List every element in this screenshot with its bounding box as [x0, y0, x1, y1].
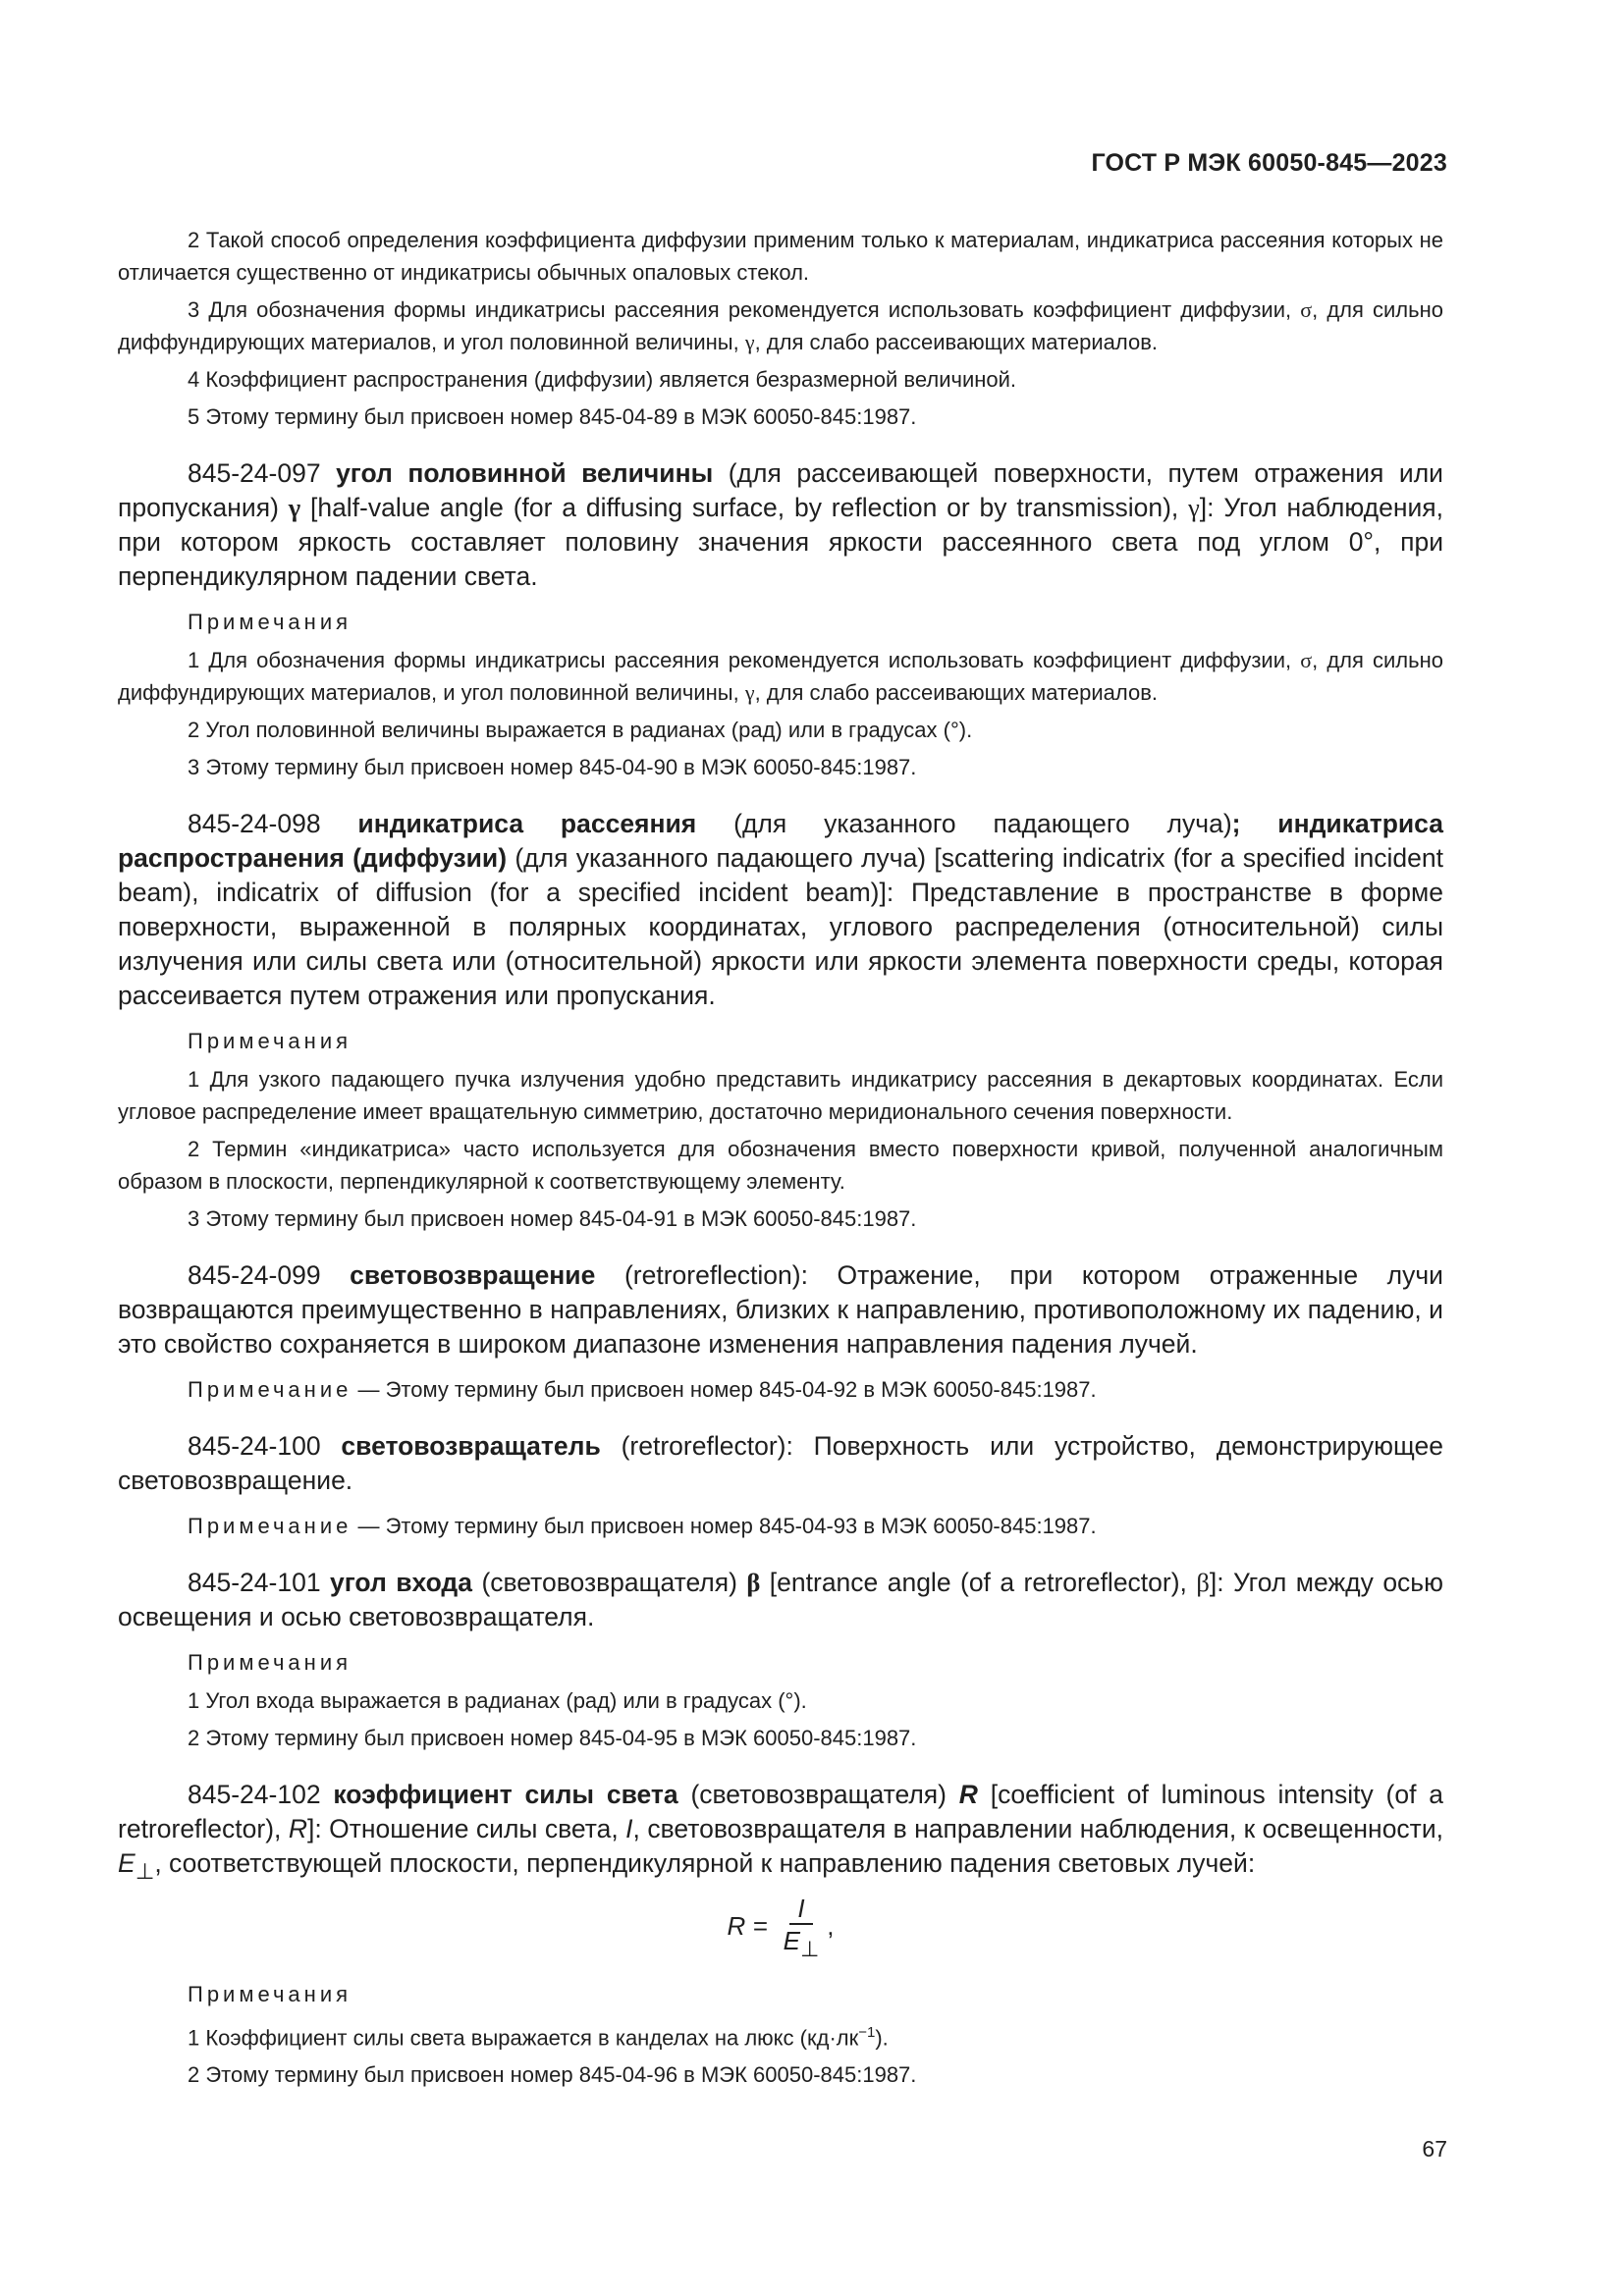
formula-denominator: E⊥	[783, 1926, 820, 1961]
term-entry-845-24-102: 845-24-102 коэффициент силы света (световозвращателя) R [coefficient of luminous intensity (of a retroreflector), R]: Отношение силы света, I, световозвращателя в направлении наблюдения, к освещенности, $E_\perp$, соответствующей плоскости, перпендикулярной к направлению падения световых лучей:	[118, 1780, 1444, 1884]
note-paragraph: 1 Для обозначения формы индикатрисы рассеяния рекомендуется использовать коэффициент диффузии, σ, для сильно диффундирующих материалов, и угол половинной величины, γ, для слабо рассеивающих материалов.	[118, 648, 1443, 705]
term-number: 845-24-098	[188, 809, 321, 838]
term-name: световозвращение	[350, 1260, 596, 1290]
term-entry-845-24-099: 845-24-099 световозвращение (retroreflection): Отражение, при котором отраженные лучи возвращаются преимущественно в направлениях, близких к направлению, противоположному их падению, и это свойство сохраняется в широком диапазоне изменения направления падения лучей.	[118, 1260, 1443, 1359]
term-number: 845-24-099	[188, 1260, 321, 1290]
note-paragraph: 3 Для обозначения формы индикатрисы рассеяния рекомендуется использовать коэффициент диффузии, σ, для сильно диффундирующих материалов, и угол половинной величины, γ, для слабо рассеивающих материалов.	[118, 297, 1443, 354]
term-entry-845-24-100: 845-24-100 световозвращатель (retroreflector): Поверхность или устройство, демонстрирующее световозвращение.	[118, 1431, 1443, 1495]
term-name: индикатриса рассеяния	[357, 809, 697, 838]
note-paragraph: Примечание — Этому термину был присвоен номер 845-04-93 в МЭК 60050-845:1987.	[188, 1514, 1097, 1538]
term-number: 845-24-102	[188, 1780, 321, 1809]
term-name: угол входа	[330, 1568, 472, 1597]
note-paragraph: 2 Такой способ определения коэффициента диффузии применим только к материалам, индикатриса рассеяния которых не отличается существенно от индикатрисы обычных опаловых стекол.	[118, 228, 1443, 285]
note-paragraph: 4 Коэффициент распространения (диффузии) является безразмерной величиной.	[188, 367, 1017, 392]
term-number: 845-24-101	[188, 1568, 321, 1597]
page-number: 67	[1422, 2136, 1447, 2162]
note-paragraph: 1 Для узкого падающего пучка излучения удобно представить индикатрису рассеяния в декартовых координатах. Если угловое распределение имеет вращательную симметрию, достаточно меридионального сечения поверхности.	[118, 1067, 1443, 1124]
term-entry-845-24-097: 845-24-097 угол половинной величины (для рассеивающей поверхности, путем отражения или пропускания) γ [half-value angle (for a diffusing surface, by reflection or by transmission), γ]: Угол наблюдения, при котором яркость составляет половину значения яркости рассеянного света под углом 0°, при перпендикулярном падении света.	[118, 458, 1443, 591]
note-label: Примечание	[188, 1377, 352, 1402]
notes-heading: Примечания	[188, 610, 352, 634]
term-name: угол половинной величины	[336, 458, 714, 488]
page-content	[118, 224, 1443, 2096]
formula-numerator: I	[789, 1894, 812, 1925]
notes-heading: Примечания	[188, 1650, 352, 1675]
term-number: 845-24-097	[188, 458, 321, 488]
term-entry-845-24-098: 845-24-098 индикатриса рассеяния (для указанного падающего луча); индикатриса распространения (диффузии) (для указанного падающего луча) [scattering indicatrix (for a specified incident beam), indicatrix of diffusion (for a specified incident beam)]: Представление в пространстве в форме поверхности, выраженной в полярных координатах, углового распределения (относительной) силы излучения или силы света или (относительной) яркости или яркости элемента поверхности среды, которая рассеивается путем отражения или пропускания.	[118, 809, 1443, 1010]
document-header: ГОСТ Р МЭК 60050-845—2023	[1091, 149, 1447, 177]
note-paragraph: 3 Этому термину был присвоен номер 845-04-90 в МЭК 60050-845:1987.	[188, 755, 917, 779]
note-paragraph: 2 Этому термину был присвоен номер 845-04-96 в МЭК 60050-845:1987.	[188, 2062, 917, 2088]
note-paragraph: Примечание — Этому термину был присвоен номер 845-04-92 в МЭК 60050-845:1987.	[188, 1377, 1097, 1402]
note-paragraph: 1 Коэффициент силы света выражается в канделах на люкс $(кд\cdot лк^{-1})$.	[188, 2024, 889, 2051]
note-paragraph: 5 Этому термину был присвоен номер 845-04-89 в МЭК 60050-845:1987.	[188, 404, 917, 429]
note-paragraph: 3 Этому термину был присвоен номер 845-04-91 в МЭК 60050-845:1987.	[188, 1206, 917, 1231]
term-entry-845-24-101: 845-24-101 угол входа (световозвращателя) β [entrance angle (of a retroreflector), β]: Угол между осью освещения и осью световозвращателя.	[118, 1568, 1443, 1631]
note-paragraph: 1 Угол входа выражается в радианах (рад) или в градусах (°).	[188, 1688, 807, 1713]
formula: R = $\frac{I}{E\perp}$ ,	[727, 1894, 835, 1961]
notes-heading: Примечания	[188, 1982, 352, 2006]
term-number: 845-24-100	[188, 1431, 321, 1461]
formula-fraction	[776, 1894, 828, 1961]
note-label: Примечание	[188, 1514, 352, 1538]
term-name: световозвращатель	[341, 1431, 601, 1461]
note-paragraph: 2 Угол половинной величины выражается в радианах (рад) или в градусах (°).	[188, 718, 973, 742]
term-name: коэффициент силы света	[333, 1780, 678, 1809]
term-name-alt: ; индикатриса распространения (диффузии)	[118, 809, 1443, 873]
formula-lhs: R =	[727, 1910, 768, 1941]
note-paragraph: 2 Термин «индикатриса» часто используется для обозначения вместо поверхности кривой, полученной аналогичным образом в плоскости, перпендикулярной к соответствующему элементу.	[118, 1137, 1443, 1194]
note-paragraph: 2 Этому термину был присвоен номер 845-04-95 в МЭК 60050-845:1987.	[188, 1726, 917, 1750]
notes-heading: Примечания	[188, 1029, 352, 1053]
